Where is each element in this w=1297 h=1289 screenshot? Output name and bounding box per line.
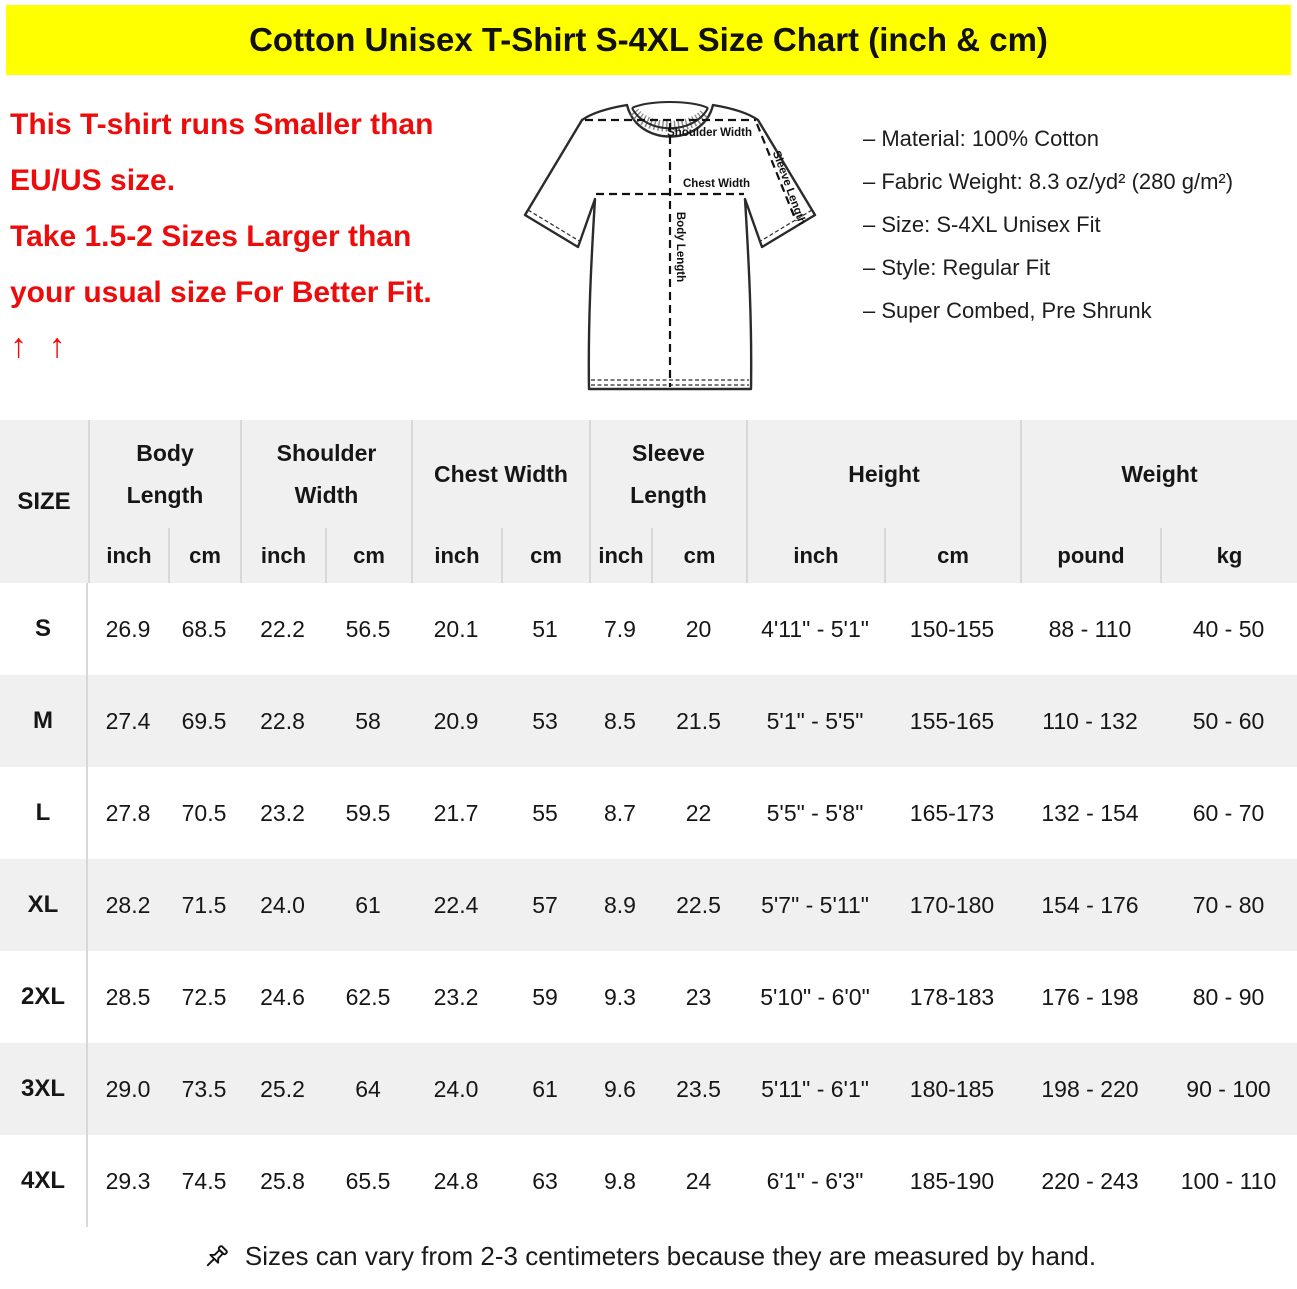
pushpin-icon (201, 1242, 231, 1272)
value-cell: 71.5 (181, 891, 227, 918)
value-cell: 24.6 (260, 983, 305, 1010)
col-sub-chest-width-cm: cm (501, 528, 589, 583)
value-cell: 74.5 (181, 1167, 227, 1194)
value-cell: 61 (355, 891, 381, 918)
value-cell: 64 (355, 1075, 381, 1102)
spec-item: – Super Combed, Pre Shrunk (863, 298, 1152, 323)
value-cell: 68.5 (181, 615, 227, 642)
value-cell: 5'7" - 5'11" (761, 891, 869, 918)
col-sub-height-inch: inch (746, 528, 884, 583)
value-cell: 132 - 154 (1041, 799, 1139, 826)
value-cell: 25.8 (260, 1167, 305, 1194)
col-group-chest-width: Chest Width (411, 420, 589, 528)
title-banner (6, 5, 1291, 75)
value-cell: 40 - 50 (1192, 615, 1265, 642)
col-sub-body-length-cm: cm (168, 528, 240, 583)
value-cell: 27.4 (105, 707, 151, 734)
value-cell: 100 - 110 (1180, 1167, 1277, 1194)
value-cell: 29.3 (105, 1167, 151, 1194)
value-cell: 25.2 (260, 1075, 305, 1102)
row-size-label: 3XL (0, 1043, 88, 1135)
spec-item: – Style: Regular Fit (863, 255, 1051, 280)
value-cell: 28.2 (105, 891, 151, 918)
value-cell: 4'11" - 5'1" (761, 615, 869, 642)
col-group-shoulder-width: Shoulder Width (240, 420, 411, 528)
value-cell: 59 (532, 983, 558, 1010)
row-size-label: M (0, 675, 88, 767)
value-cell: 70.5 (181, 799, 227, 826)
col-sub-body-length-inch: inch (88, 528, 168, 583)
hand-measure-note: Sizes can vary from 2-3 centimeters because they are measured by hand. (244, 1241, 1097, 1271)
row-size-label: 4XL (0, 1135, 88, 1227)
body-length-label: Body Length (674, 211, 686, 283)
value-cell: 5'11" - 6'1" (761, 1075, 869, 1102)
col-group-sleeve-length: Sleeve Length (589, 420, 746, 528)
value-cell: 73.5 (181, 1075, 227, 1102)
value-cell: 22.4 (433, 891, 479, 918)
row-size-label: S (0, 583, 88, 675)
tshirt-measurement-diagram (505, 75, 835, 420)
value-cell: 62.5 (345, 983, 391, 1010)
value-cell: 20 (685, 615, 712, 642)
col-header-size: SIZE (17, 487, 71, 515)
value-cell: 110 - 132 (1042, 707, 1138, 734)
table-row-l (0, 767, 1297, 859)
value-cell: 69.5 (181, 707, 227, 734)
value-cell: 90 - 100 (1186, 1075, 1271, 1102)
col-sub-chest-width-inch: inch (411, 528, 501, 583)
value-cell: 21.7 (433, 799, 479, 826)
value-cell: 27.8 (105, 799, 151, 826)
col-sub-shoulder-width-inch: inch (240, 528, 325, 583)
value-cell: 24.8 (433, 1167, 479, 1194)
value-cell: 57 (532, 891, 558, 918)
value-cell: 220 - 243 (1041, 1167, 1139, 1194)
value-cell: 53 (532, 707, 558, 734)
value-cell: 28.5 (105, 983, 151, 1010)
up-arrows: ↑ ↑ (10, 327, 72, 365)
warning-line: your usual size For Better Fit. (10, 276, 432, 309)
fit-warning-text (0, 75, 505, 420)
col-group-body-length: Body Length (88, 420, 240, 528)
value-cell: 23.2 (260, 799, 305, 826)
value-cell: 8.7 (604, 799, 636, 826)
value-cell: 56.5 (345, 615, 391, 642)
value-cell: 23 (685, 983, 712, 1010)
value-cell: 198 - 220 (1041, 1075, 1139, 1102)
warning-line: Take 1.5-2 Sizes Larger than (10, 220, 412, 253)
col-sub-sleeve-length-cm: cm (651, 528, 746, 583)
value-cell: 8.9 (604, 891, 636, 918)
col-group-height: Height (746, 420, 1020, 528)
sleeve-length-label: Sleeve Length (769, 149, 808, 227)
value-cell: 22.8 (260, 707, 305, 734)
value-cell: 5'10" - 6'0" (760, 983, 870, 1010)
value-cell: 88 - 110 (1048, 615, 1132, 642)
value-cell: 22 (685, 799, 712, 826)
value-cell: 51 (532, 615, 558, 642)
value-cell: 26.9 (105, 615, 151, 642)
value-cell: 23.2 (433, 983, 479, 1010)
value-cell: 23.5 (676, 1075, 721, 1102)
table-row-2xl (0, 951, 1297, 1043)
col-sub-weight-pound: pound (1020, 528, 1160, 583)
table-row-s (0, 583, 1297, 675)
tshirt-outline-drawing (505, 79, 835, 415)
row-size-label: XL (0, 859, 88, 951)
value-cell: 5'1" - 5'5" (766, 707, 864, 734)
value-cell: 20.1 (433, 615, 479, 642)
value-cell: 24 (685, 1167, 712, 1194)
value-cell: 55 (532, 799, 558, 826)
col-sub-weight-kg: kg (1160, 528, 1297, 583)
value-cell: 165-173 (909, 799, 995, 826)
value-cell: 60 - 70 (1192, 799, 1265, 826)
value-cell: 24.0 (433, 1075, 479, 1102)
value-cell: 155-165 (909, 707, 995, 734)
warning-line: This T-shirt runs Smaller than (10, 108, 434, 141)
col-sub-shoulder-width-cm: cm (325, 528, 411, 583)
page-title: Cotton Unisex T-Shirt S-4XL Size Chart (inch & cm) (249, 21, 1048, 58)
value-cell: 65.5 (345, 1167, 391, 1194)
table-row-3xl (0, 1043, 1297, 1135)
spec-item: – Size: S-4XL Unisex Fit (863, 212, 1101, 237)
value-cell: 22.2 (260, 615, 305, 642)
chest-width-label: Chest Width (683, 178, 750, 190)
value-cell: 9.3 (604, 983, 636, 1010)
value-cell: 8.5 (604, 707, 636, 734)
value-cell: 9.6 (604, 1075, 636, 1102)
col-group-weight: Weight (1020, 420, 1297, 528)
value-cell: 70 - 80 (1192, 891, 1265, 918)
value-cell: 24.0 (260, 891, 305, 918)
footer-note (0, 1227, 1297, 1286)
value-cell: 80 - 90 (1192, 983, 1265, 1010)
value-cell: 154 - 176 (1041, 891, 1139, 918)
table-body (0, 583, 1297, 1227)
shoulder-width-label: Shoulder Width (667, 127, 752, 139)
col-sub-sleeve-length-inch: inch (589, 528, 651, 583)
value-cell: 22.5 (676, 891, 721, 918)
value-cell: 72.5 (181, 983, 227, 1010)
warning-line: EU/US size. (10, 164, 176, 197)
product-specs-list (835, 75, 1275, 420)
value-cell: 58 (355, 707, 381, 734)
value-cell: 29.0 (105, 1075, 151, 1102)
value-cell: 180-185 (909, 1075, 995, 1102)
table-row-xl (0, 859, 1297, 951)
col-sub-height-cm: cm (884, 528, 1020, 583)
spec-item: – Fabric Weight: 8.3 oz/yd² (280 g/m²) (863, 169, 1234, 194)
value-cell: 7.9 (604, 615, 636, 642)
value-cell: 6'1" - 6'3" (766, 1167, 864, 1194)
value-cell: 5'5" - 5'8" (766, 799, 864, 826)
value-cell: 176 - 198 (1041, 983, 1139, 1010)
row-size-label: 2XL (0, 951, 88, 1043)
value-cell: 170-180 (909, 891, 995, 918)
spec-item: – Material: 100% Cotton (863, 126, 1100, 151)
value-cell: 59.5 (345, 799, 391, 826)
row-size-label: L (0, 767, 88, 859)
table-row-m (0, 675, 1297, 767)
table-row-4xl (0, 1135, 1297, 1227)
value-cell: 21.5 (676, 707, 721, 734)
value-cell: 9.8 (604, 1167, 636, 1194)
value-cell: 185-190 (909, 1167, 995, 1194)
value-cell: 20.9 (433, 707, 479, 734)
value-cell: 150-155 (909, 615, 995, 642)
value-cell: 61 (532, 1075, 558, 1102)
value-cell: 63 (532, 1167, 558, 1194)
size-table (0, 420, 1297, 1227)
intro-section (0, 75, 1297, 420)
value-cell: 50 - 60 (1192, 707, 1265, 734)
value-cell: 178-183 (909, 983, 995, 1010)
table-header (0, 420, 1297, 583)
